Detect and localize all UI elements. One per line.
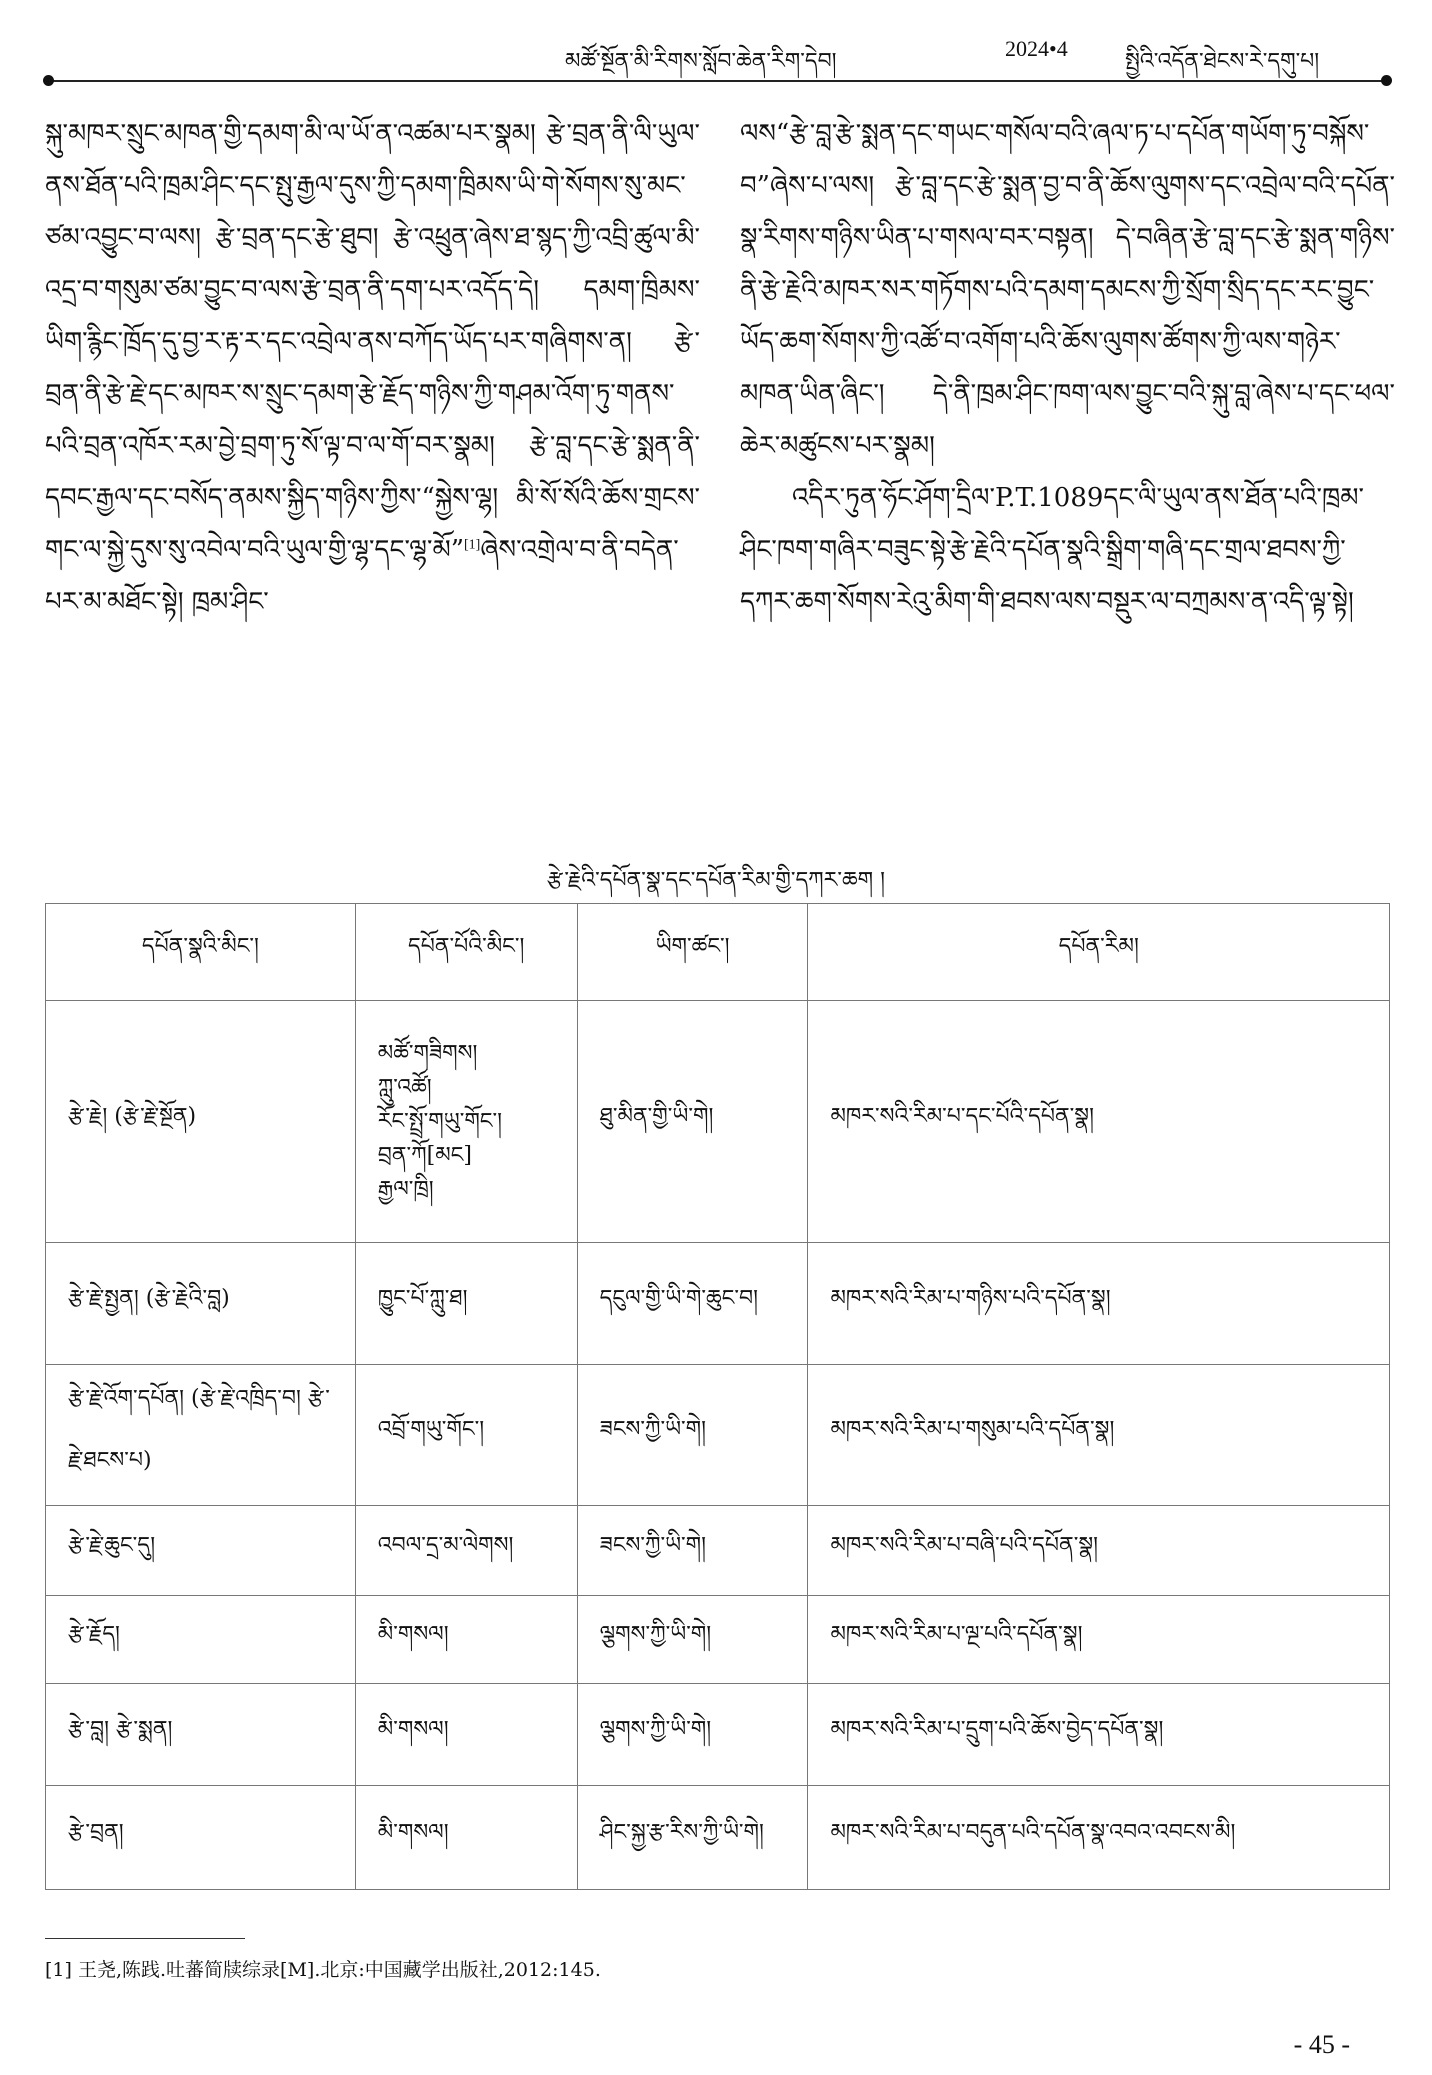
- official-cell: [355, 1001, 577, 1243]
- table-row: [46, 1684, 1390, 1786]
- official-name: མཚོ་གཟིགས།: [377, 1040, 478, 1066]
- office-cell: རྩེ་རྗེ་འོག་དཔོན། (རྩེ་རྗེ་འཁྲིད་བ། རྩེ་རྗེ་ཐངས་པ): [46, 1365, 356, 1506]
- office-cell: རྩེ་བྲན།: [46, 1786, 356, 1890]
- official-cell: མི་གསལ།: [355, 1596, 577, 1684]
- table-header-row: [46, 904, 1390, 1001]
- official-name: རྒྱལ་ཁྲི།: [377, 1176, 434, 1202]
- header-rank: དཔོན་རིམ།: [808, 904, 1390, 1001]
- header-rule-dot-right: [1381, 75, 1392, 86]
- document-cell: དངུལ་གྱི་ཡི་གེ་ཆུང་བ།: [577, 1243, 808, 1365]
- header-document: ཡིག་ཚང་།: [577, 904, 808, 1001]
- table-row: [46, 1596, 1390, 1684]
- office-cell: རྩེ་བླ། རྩེ་སྨན།: [46, 1684, 356, 1786]
- table-row: [46, 1506, 1390, 1596]
- left-paragraph-text: སྐུ་མཁར་སྲུང་མཁན་གྱི་དམག་མི་ལ་ཡོ་ན་འཚམ་པར་སྣམ། རྩེ་བྲན་ནི་ལི་ཡུལ་ནས་ཐོན་པའི་ཁྲམ་ཤིང་དང་སྤུ་རྒྱལ་དུས་ཀྱི་དམག་ཁྲིམས་ཡི་གེ་སོགས་སུ་མང་ཙམ་འབྱུང་བ་ལས། རྩེ་བྲན་དང་རྩེ་ཐུབ། རྩེ་འཕྲུན་ཞེས་ཐ་སྙད་ཀྱི་འབྲི་ཚུལ་མི་འདྲ་བ་གསུམ་ཙམ་བྱུང་བ་ལས་རྩེ་བྲན་ནི་དག་པར་འདོད་དེ། དམག་ཁྲིམས་ཡིག་རྙིང་ཁྲོད་དུ་བྱ་ར་རྟ་ར་དང་འབྲེལ་ནས་བཀོད་ཡོད་པར་གཞིགས་ན། རྩེ་བྲན་ནི་རྩེ་རྗེ་དང་མཁར་ས་སྲུང་དམག་རྩེ་རྗོད་གཉིས་ཀྱི་གཤམ་འོག་ཏུ་གནས་པའི་བྲན་འཁོར་རམ་བྱེ་བྲག་ཏུ་སོ་ལྟ་བ་ལ་གོ་བར་སྣམ། རྩེ་བླ་དང་རྩེ་སྨན་ནི་དབང་རྒྱལ་དང་བསོད་ནམས་སྐྱིད་གཉིས་ཀྱིས་“སྐྱེས་ལྷ། མི་སོ་སོའི་ཆོས་གྲངས་གང་ལ་སྐྱེ་དུས་སུ་འབེལ་བའི་ཡུལ་གྱི་ལྷ་དང་ལྷ་མོ”: [45, 119, 700, 565]
- issue-number: 2024•4: [1005, 36, 1068, 61]
- rank-cell: མཁར་སའི་རིམ་པ་དང་པོའི་དཔོན་སྣ།: [808, 1001, 1390, 1243]
- officials-table: [45, 903, 1390, 1890]
- official-name: ཀླུ་འཚོ།: [377, 1074, 432, 1100]
- rank-cell: མཁར་སའི་རིམ་པ་དྲུག་པའི་ཆོས་བྱེད་དཔོན་སྣ།: [808, 1684, 1390, 1786]
- office-cell: རྩེ་རྗེ། (རྩེ་རྗེ་སྔོན): [46, 1001, 356, 1243]
- table-row: [46, 1365, 1390, 1506]
- journal-title: མཚོ་སྔོན་མི་རིགས་སློབ་ཆེན་རིག་དེབ།: [565, 49, 837, 74]
- official-name: རོང་སྤྲོ་གཡུ་གོང་།: [377, 1108, 503, 1134]
- rank-cell: མཁར་སའི་རིམ་པ་གཉིས་པའི་དཔོན་སྣ།: [808, 1243, 1390, 1365]
- document-cell: ཐུ་མིན་གྱི་ཡི་གེ།: [577, 1001, 808, 1243]
- left-paragraph-text-cont: ཞེས་འགྲེལ་བ་ནི་བདེན་པར་མ་མཐོང་སྟེ། ཁྲམ་ཤིང་: [45, 535, 679, 617]
- rank-cell: མཁར་སའི་རིམ་པ་ལྔ་པའི་དཔོན་སྣ།: [808, 1596, 1390, 1684]
- table-row: [46, 1243, 1390, 1365]
- official-cell: ཁྱུང་པོ་ཀླུ་ཐ།: [355, 1243, 577, 1365]
- header-office-name: དཔོན་སྣའི་མིང་།: [46, 904, 356, 1001]
- official-cell: འབལ་དྲ་མ་ལེགས།: [355, 1506, 577, 1596]
- section-label: སྤྱིའི་འདོན་ཐེངས་རེ་དགུ་པ།: [1125, 49, 1320, 74]
- official-cell: འབྲོ་གཡུ་གོང་།: [355, 1365, 577, 1506]
- footnote: [1] 王尧,陈践.吐蕃简牍综录[M].北京:中国藏学出版社,2012:145.: [45, 1959, 601, 1981]
- right-paragraph-1: ལས“རྩེ་བླ་རྩེ་སྨན་དང་གཡང་གསོལ་བའི་ཞལ་ཏ་པ་དཔོན་གཡོག་ཏུ་བསྐོས་བ”ཞེས་པ་ལས། རྩེ་བླ་དང་རྩེ་སྨན་བྱ་བ་ནི་ཆོས་ལུགས་དང་འབྲེལ་བའི་དཔོན་སྣ་རིགས་གཉིས་ཡིན་པ་གསལ་བར་བསྟན། དེ་བཞིན་རྩེ་བླ་དང་རྩེ་སྨན་གཉིས་ནི་རྩེ་རྗེའི་མཁར་སར་གཏོགས་པའི་དམག་དམངས་ཀྱི་སྲོག་སྲིད་དང་རང་བྱུང་ཡོད་ཆག་སོགས་ཀྱི་འཚོ་བ་འགོག་པའི་ཆོས་ལུགས་ཚོགས་ཀྱི་ལས་གཉེར་མཁན་ཡིན་ཞིང་། དེ་ནི་ཁྲམ་ཤིང་ཁག་ལས་བྱུང་བའི་སྐུ་བླ་ཞེས་པ་དང་ཕལ་ཆེར་མཚུངས་པར་སྣམ།: [740, 119, 1395, 461]
- office-cell: རྩེ་རྗེ་སྤྱན། (རྩེ་རྗེའི་བླ): [46, 1243, 356, 1365]
- official-cell: མི་གསལ།: [355, 1786, 577, 1890]
- header-rule: [45, 80, 1390, 82]
- header-rule-dot-left: [43, 75, 54, 86]
- page-number: - 45 -: [1293, 2030, 1350, 2059]
- header-official-name: དཔོན་པོའི་མིང་།: [355, 904, 577, 1001]
- document-cell: ཟངས་ཀྱི་ཡི་གེ།: [577, 1365, 808, 1506]
- document-cell: ཤིང་སྐྱ་རྩ་རིས་ཀྱི་ཡི་གེ།: [577, 1786, 808, 1890]
- rank-cell: མཁར་སའི་རིམ་པ་གསུམ་པའི་དཔོན་སྣ།: [808, 1365, 1390, 1506]
- left-paragraph: [45, 108, 700, 628]
- rank-cell: མཁར་སའི་རིམ་པ་བཞི་པའི་དཔོན་སྣ།: [808, 1506, 1390, 1596]
- right-paragraph-2: འདིར་ཏུན་ཧོང་ཤོག་དྲིལ་P.T.1089དང་ལི་ཡུལ་ནས་ཐོན་པའི་ཁྲམ་ཤིང་ཁག་གཞིར་བཟུང་སྟེ་རྩེ་རྗེའི་དཔོན་སྣའི་སྒྲིག་གཞི་དང་གྲལ་ཐབས་ཀྱི་དཀར་ཆག་སོགས་རེའུ་མིག་གི་ཐབས་ལས་བསྡུར་ལ་བཀྲམས་ན་འདི་ལྟ་སྟེ།: [740, 483, 1364, 617]
- office-cell: རྩེ་རྗོད།: [46, 1596, 356, 1684]
- footnote-rule: [45, 1938, 245, 1939]
- document-cell: ལྕགས་ཀྱི་ཡི་གེ།: [577, 1596, 808, 1684]
- official-name: བྲན་ཀོ[མང]: [377, 1142, 472, 1168]
- official-cell: མི་གསལ།: [355, 1684, 577, 1786]
- running-header: [45, 30, 1390, 82]
- office-cell: རྩེ་རྗེ་ཆུང་དུ།: [46, 1506, 356, 1596]
- footnote-reference: [1]: [464, 537, 481, 553]
- left-column: [45, 108, 700, 628]
- rank-cell: མཁར་སའི་རིམ་པ་བདུན་པའི་དཔོན་སྣ་འབའ་འབངས་མི།: [808, 1786, 1390, 1890]
- table-title: རྩེ་རྗེའི་དཔོན་སྣ་དང་དཔོན་རིམ་གྱི་དཀར་ཆག །: [546, 868, 886, 893]
- table-row: [46, 1786, 1390, 1890]
- document-cell: ལྕགས་ཀྱི་ཡི་གེ།: [577, 1684, 808, 1786]
- right-column: [740, 108, 1395, 628]
- document-cell: ཟངས་ཀྱི་ཡི་གེ།: [577, 1506, 808, 1596]
- table-row: [46, 1001, 1390, 1243]
